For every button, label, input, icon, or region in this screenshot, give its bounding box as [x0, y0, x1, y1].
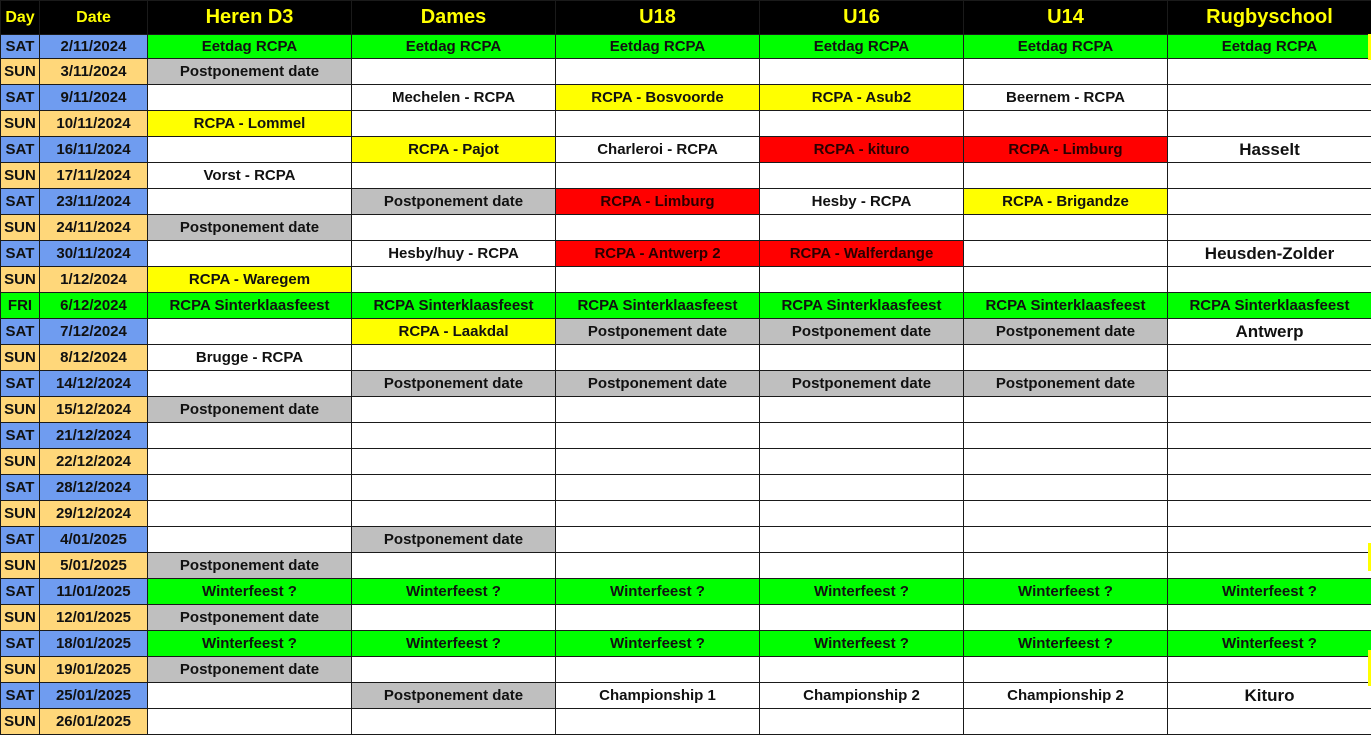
schedule-cell[interactable]: Postponement date — [556, 319, 760, 345]
schedule-cell[interactable] — [148, 709, 352, 735]
day-cell[interactable]: FRI — [1, 293, 40, 319]
date-cell[interactable]: 21/12/2024 — [40, 423, 148, 449]
schedule-cell[interactable] — [1168, 501, 1371, 527]
schedule-cell[interactable] — [352, 111, 556, 137]
schedule-cell[interactable] — [964, 59, 1168, 85]
schedule-cell[interactable] — [556, 605, 760, 631]
schedule-cell[interactable]: Winterfeest ? — [760, 579, 964, 605]
schedule-cell[interactable]: Winterfeest ? — [148, 579, 352, 605]
day-cell[interactable]: SAT — [1, 683, 40, 709]
schedule-cell[interactable] — [1168, 163, 1371, 189]
schedule-cell[interactable] — [352, 163, 556, 189]
schedule-cell[interactable]: Eetdag RCPA — [556, 35, 760, 59]
schedule-cell[interactable] — [1168, 267, 1371, 293]
schedule-cell[interactable] — [148, 423, 352, 449]
day-cell[interactable]: SAT — [1, 423, 40, 449]
schedule-cell[interactable]: RCPA Sinterklaasfeest — [1168, 293, 1371, 319]
schedule-cell[interactable] — [148, 241, 352, 267]
date-cell[interactable]: 23/11/2024 — [40, 189, 148, 215]
table-row — [1, 293, 1371, 319]
table-row — [1, 605, 1371, 631]
schedule-cell[interactable]: RCPA - Limburg — [556, 189, 760, 215]
date-cell[interactable]: 12/01/2025 — [40, 605, 148, 631]
table-row — [1, 449, 1371, 475]
schedule-cell[interactable]: Eetdag RCPA — [148, 35, 352, 59]
schedule-cell[interactable]: Hasselt — [1168, 137, 1371, 163]
day-cell[interactable]: SUN — [1, 501, 40, 527]
schedule-cell[interactable] — [964, 241, 1168, 267]
schedule-cell[interactable] — [148, 475, 352, 501]
schedule-cell[interactable] — [352, 605, 556, 631]
schedule-cell[interactable]: Winterfeest ? — [1168, 631, 1371, 657]
schedule-cell[interactable]: Beernem - RCPA — [964, 85, 1168, 111]
table-row — [1, 215, 1371, 241]
schedule-cell[interactable] — [964, 163, 1168, 189]
date-cell[interactable]: 14/12/2024 — [40, 371, 148, 397]
schedule-cell[interactable] — [1168, 605, 1371, 631]
date-cell[interactable]: 25/01/2025 — [40, 683, 148, 709]
table-row — [1, 527, 1371, 553]
day-cell[interactable]: SAT — [1, 85, 40, 111]
table-row — [1, 267, 1371, 293]
schedule-cell[interactable]: Hesby - RCPA — [760, 189, 964, 215]
day-cell[interactable]: SUN — [1, 163, 40, 189]
schedule-cell[interactable]: Postponement date — [148, 397, 352, 423]
schedule-cell[interactable] — [1168, 345, 1371, 371]
header-team: Heren D3 — [148, 1, 352, 35]
schedule-cell[interactable] — [148, 189, 352, 215]
header-team: U16 — [760, 1, 964, 35]
schedule-cell[interactable]: Postponement date — [352, 683, 556, 709]
schedule-cell[interactable] — [556, 345, 760, 371]
date-cell[interactable]: 17/11/2024 — [40, 163, 148, 189]
schedule-cell[interactable] — [352, 345, 556, 371]
schedule-cell[interactable] — [964, 501, 1168, 527]
schedule-cell[interactable]: Winterfeest ? — [556, 579, 760, 605]
table-row — [1, 163, 1371, 189]
table-row — [1, 657, 1371, 683]
schedule-cell[interactable] — [352, 501, 556, 527]
schedule-cell[interactable]: Postponement date — [148, 605, 352, 631]
schedule-cell[interactable] — [352, 423, 556, 449]
date-cell[interactable]: 26/01/2025 — [40, 709, 148, 735]
header-day: Day — [1, 1, 40, 35]
schedule-cell[interactable] — [760, 449, 964, 475]
day-cell[interactable]: SAT — [1, 371, 40, 397]
schedule-cell[interactable]: RCPA - Lommel — [148, 111, 352, 137]
schedule-cell[interactable]: Postponement date — [352, 527, 556, 553]
day-cell[interactable]: SAT — [1, 35, 40, 59]
date-cell[interactable]: 24/11/2024 — [40, 215, 148, 241]
date-cell[interactable]: 22/12/2024 — [40, 449, 148, 475]
schedule-cell[interactable] — [760, 163, 964, 189]
schedule-cell[interactable]: Winterfeest ? — [760, 631, 964, 657]
header-team: U14 — [964, 1, 1168, 35]
table-row — [1, 553, 1371, 579]
schedule-cell[interactable] — [148, 319, 352, 345]
schedule-cell[interactable] — [760, 605, 964, 631]
schedule-cell[interactable]: Heusden-Zolder — [1168, 241, 1371, 267]
schedule-cell[interactable] — [964, 111, 1168, 137]
day-cell[interactable]: SUN — [1, 553, 40, 579]
date-cell[interactable]: 28/12/2024 — [40, 475, 148, 501]
schedule-cell[interactable]: Eetdag RCPA — [352, 35, 556, 59]
schedule-cell[interactable] — [964, 397, 1168, 423]
table-row — [1, 683, 1371, 709]
schedule-cell[interactable]: Postponement date — [760, 371, 964, 397]
schedule-cell[interactable] — [352, 59, 556, 85]
day-cell[interactable]: SAT — [1, 137, 40, 163]
schedule-cell[interactable]: Postponement date — [148, 553, 352, 579]
day-cell[interactable]: SAT — [1, 319, 40, 345]
schedule-cell[interactable] — [964, 553, 1168, 579]
schedule-cell[interactable] — [556, 449, 760, 475]
day-cell[interactable]: SAT — [1, 475, 40, 501]
schedule-cell[interactable] — [556, 59, 760, 85]
schedule-cell[interactable]: Postponement date — [352, 371, 556, 397]
schedule-cell[interactable]: RCPA - Brigandze — [964, 189, 1168, 215]
schedule-cell[interactable]: Hesby/huy - RCPA — [352, 241, 556, 267]
schedule-cell[interactable]: Brugge - RCPA — [148, 345, 352, 371]
schedule-cell[interactable] — [964, 423, 1168, 449]
date-cell[interactable]: 1/12/2024 — [40, 267, 148, 293]
schedule-cell[interactable] — [760, 267, 964, 293]
schedule-cell[interactable] — [1168, 371, 1371, 397]
schedule-cell[interactable] — [556, 423, 760, 449]
table-row — [1, 189, 1371, 215]
schedule-cell[interactable]: RCPA - Antwerp 2 — [556, 241, 760, 267]
schedule-cell[interactable] — [148, 449, 352, 475]
schedule-cell[interactable] — [556, 267, 760, 293]
table-row — [1, 85, 1371, 111]
schedule-cell[interactable] — [352, 553, 556, 579]
schedule-cell[interactable] — [1168, 475, 1371, 501]
schedule-cell[interactable] — [352, 215, 556, 241]
table-row — [1, 137, 1371, 163]
schedule-cell[interactable] — [556, 397, 760, 423]
schedule-cell[interactable]: RCPA - Pajot — [352, 137, 556, 163]
schedule-cell[interactable] — [556, 657, 760, 683]
date-cell[interactable]: 11/01/2025 — [40, 579, 148, 605]
schedule-cell[interactable]: Championship 2 — [760, 683, 964, 709]
day-cell[interactable]: SUN — [1, 345, 40, 371]
schedule-cell[interactable] — [1168, 397, 1371, 423]
schedule-cell[interactable]: RCPA - Waregem — [148, 267, 352, 293]
schedule-cell[interactable] — [760, 423, 964, 449]
schedule-cell[interactable] — [1168, 111, 1371, 137]
schedule-cell[interactable] — [148, 683, 352, 709]
schedule-cell[interactable] — [964, 215, 1168, 241]
schedule-cell[interactable]: RCPA Sinterklaasfeest — [556, 293, 760, 319]
date-cell[interactable]: 3/11/2024 — [40, 59, 148, 85]
day-cell[interactable]: SUN — [1, 215, 40, 241]
schedule-cell[interactable]: Charleroi - RCPA — [556, 137, 760, 163]
schedule-cell[interactable] — [556, 527, 760, 553]
schedule-cell[interactable]: Postponement date — [352, 189, 556, 215]
schedule-cell[interactable] — [556, 553, 760, 579]
schedule-cell[interactable]: RCPA - Laakdal — [352, 319, 556, 345]
schedule-cell[interactable]: Eetdag RCPA — [964, 35, 1168, 59]
header-date: Date — [40, 1, 148, 35]
table-row — [1, 371, 1371, 397]
schedule-cell[interactable]: Winterfeest ? — [352, 631, 556, 657]
schedule-cell[interactable] — [556, 215, 760, 241]
schedule-cell[interactable]: Mechelen - RCPA — [352, 85, 556, 111]
schedule-cell[interactable] — [760, 553, 964, 579]
table-row — [1, 59, 1371, 85]
day-cell[interactable]: SUN — [1, 59, 40, 85]
date-cell[interactable]: 29/12/2024 — [40, 501, 148, 527]
schedule-cell[interactable] — [964, 605, 1168, 631]
table-row — [1, 709, 1371, 735]
schedule-cell[interactable] — [352, 709, 556, 735]
table-row — [1, 631, 1371, 657]
date-cell[interactable]: 5/01/2025 — [40, 553, 148, 579]
schedule-cell[interactable] — [352, 657, 556, 683]
date-cell[interactable]: 7/12/2024 — [40, 319, 148, 345]
schedule-cell[interactable] — [964, 449, 1168, 475]
schedule-cell[interactable] — [556, 475, 760, 501]
date-cell[interactable]: 18/01/2025 — [40, 631, 148, 657]
table-row — [1, 501, 1371, 527]
schedule-cell[interactable] — [1168, 657, 1371, 683]
day-cell[interactable]: SAT — [1, 579, 40, 605]
schedule-cell[interactable] — [964, 527, 1168, 553]
table-row — [1, 475, 1371, 501]
schedule-cell[interactable]: Winterfeest ? — [148, 631, 352, 657]
day-cell[interactable]: SUN — [1, 111, 40, 137]
schedule-cell[interactable] — [760, 59, 964, 85]
schedule-cell[interactable]: Eetdag RCPA — [1168, 35, 1371, 59]
day-cell[interactable]: SAT — [1, 527, 40, 553]
schedule-cell[interactable]: Winterfeest ? — [556, 631, 760, 657]
day-cell[interactable]: SUN — [1, 709, 40, 735]
schedule-cell[interactable] — [1168, 189, 1371, 215]
schedule-cell[interactable] — [148, 501, 352, 527]
schedule-cell[interactable]: Antwerp — [1168, 319, 1371, 345]
schedule-cell[interactable]: RCPA Sinterklaasfeest — [964, 293, 1168, 319]
date-cell[interactable]: 30/11/2024 — [40, 241, 148, 267]
header-row — [1, 1, 1371, 35]
schedule-cell[interactable] — [556, 709, 760, 735]
schedule-cell[interactable] — [760, 709, 964, 735]
day-cell[interactable]: SAT — [1, 189, 40, 215]
date-cell[interactable]: 10/11/2024 — [40, 111, 148, 137]
schedule-cell[interactable] — [760, 345, 964, 371]
header-team: Rugbyschool — [1168, 1, 1371, 35]
table-row — [1, 35, 1371, 59]
schedule-cell[interactable]: Kituro — [1168, 683, 1371, 709]
schedule-cell[interactable] — [964, 345, 1168, 371]
schedule-cell[interactable] — [760, 527, 964, 553]
day-cell[interactable]: SUN — [1, 397, 40, 423]
header-team: U18 — [556, 1, 760, 35]
schedule-cell[interactable]: Postponement date — [148, 59, 352, 85]
schedule-cell[interactable]: Eetdag RCPA — [760, 35, 964, 59]
schedule-cell[interactable] — [760, 657, 964, 683]
schedule-cell[interactable] — [1168, 709, 1371, 735]
schedule-cell[interactable] — [1168, 553, 1371, 579]
schedule-cell[interactable] — [352, 449, 556, 475]
schedule-cell[interactable]: Winterfeest ? — [1168, 579, 1371, 605]
schedule-cell[interactable]: Postponement date — [760, 319, 964, 345]
schedule-cell[interactable] — [1168, 215, 1371, 241]
schedule-cell[interactable]: RCPA Sinterklaasfeest — [760, 293, 964, 319]
schedule-cell[interactable] — [760, 111, 964, 137]
schedule-cell[interactable]: Vorst - RCPA — [148, 163, 352, 189]
day-cell[interactable]: SAT — [1, 241, 40, 267]
table-row — [1, 397, 1371, 423]
schedule-cell[interactable] — [352, 397, 556, 423]
table-row — [1, 345, 1371, 371]
date-cell[interactable]: 6/12/2024 — [40, 293, 148, 319]
date-cell[interactable]: 2/11/2024 — [40, 35, 148, 59]
schedule-cell[interactable] — [148, 371, 352, 397]
schedule-cell[interactable]: Postponement date — [964, 319, 1168, 345]
day-cell[interactable]: SUN — [1, 657, 40, 683]
date-cell[interactable]: 4/01/2025 — [40, 527, 148, 553]
schedule-cell[interactable] — [964, 475, 1168, 501]
schedule-cell[interactable]: RCPA - kituro — [760, 137, 964, 163]
schedule-cell[interactable] — [760, 215, 964, 241]
header-team: Dames — [352, 1, 556, 35]
schedule-cell[interactable]: Championship 1 — [556, 683, 760, 709]
schedule-cell[interactable] — [964, 267, 1168, 293]
schedule-cell[interactable]: Postponement date — [148, 657, 352, 683]
day-cell[interactable]: SUN — [1, 605, 40, 631]
schedule-cell[interactable] — [760, 397, 964, 423]
schedule-cell[interactable]: RCPA - Limburg — [964, 137, 1168, 163]
schedule-cell[interactable]: Postponement date — [148, 215, 352, 241]
schedule-cell[interactable] — [556, 163, 760, 189]
date-cell[interactable]: 15/12/2024 — [40, 397, 148, 423]
schedule-cell[interactable]: Winterfeest ? — [352, 579, 556, 605]
schedule-cell[interactable] — [760, 475, 964, 501]
schedule-cell[interactable]: Winterfeest ? — [964, 631, 1168, 657]
schedule-cell[interactable] — [1168, 449, 1371, 475]
schedule-cell[interactable]: RCPA - Asub2 — [760, 85, 964, 111]
schedule-cell[interactable]: RCPA - Walferdange — [760, 241, 964, 267]
schedule-cell[interactable] — [1168, 59, 1371, 85]
date-cell[interactable]: 8/12/2024 — [40, 345, 148, 371]
schedule-cell[interactable] — [352, 475, 556, 501]
schedule-cell[interactable] — [964, 657, 1168, 683]
schedule-cell[interactable] — [352, 267, 556, 293]
schedule-cell[interactable]: RCPA Sinterklaasfeest — [352, 293, 556, 319]
table-row — [1, 111, 1371, 137]
date-cell[interactable]: 19/01/2025 — [40, 657, 148, 683]
schedule-cell[interactable]: Winterfeest ? — [964, 579, 1168, 605]
schedule-cell[interactable]: RCPA - Bosvoorde — [556, 85, 760, 111]
schedule-cell[interactable] — [556, 501, 760, 527]
table-row — [1, 579, 1371, 605]
date-cell[interactable]: 16/11/2024 — [40, 137, 148, 163]
schedule-cell[interactable] — [1168, 423, 1371, 449]
schedule-cell[interactable]: Postponement date — [964, 371, 1168, 397]
schedule-cell[interactable] — [556, 111, 760, 137]
schedule-cell[interactable] — [148, 527, 352, 553]
schedule-cell[interactable] — [1168, 527, 1371, 553]
day-cell[interactable]: SUN — [1, 267, 40, 293]
table-row — [1, 241, 1371, 267]
day-cell[interactable]: SUN — [1, 449, 40, 475]
schedule-cell[interactable]: Postponement date — [556, 371, 760, 397]
schedule-cell[interactable] — [148, 137, 352, 163]
schedule-cell[interactable] — [964, 709, 1168, 735]
schedule-cell[interactable]: RCPA Sinterklaasfeest — [148, 293, 352, 319]
schedule-cell[interactable] — [1168, 85, 1371, 111]
date-cell[interactable]: 9/11/2024 — [40, 85, 148, 111]
schedule-cell[interactable] — [148, 85, 352, 111]
day-cell[interactable]: SAT — [1, 631, 40, 657]
table-row — [1, 319, 1371, 345]
schedule-cell[interactable] — [760, 501, 964, 527]
schedule-cell[interactable]: Championship 2 — [964, 683, 1168, 709]
table-row — [1, 423, 1371, 449]
